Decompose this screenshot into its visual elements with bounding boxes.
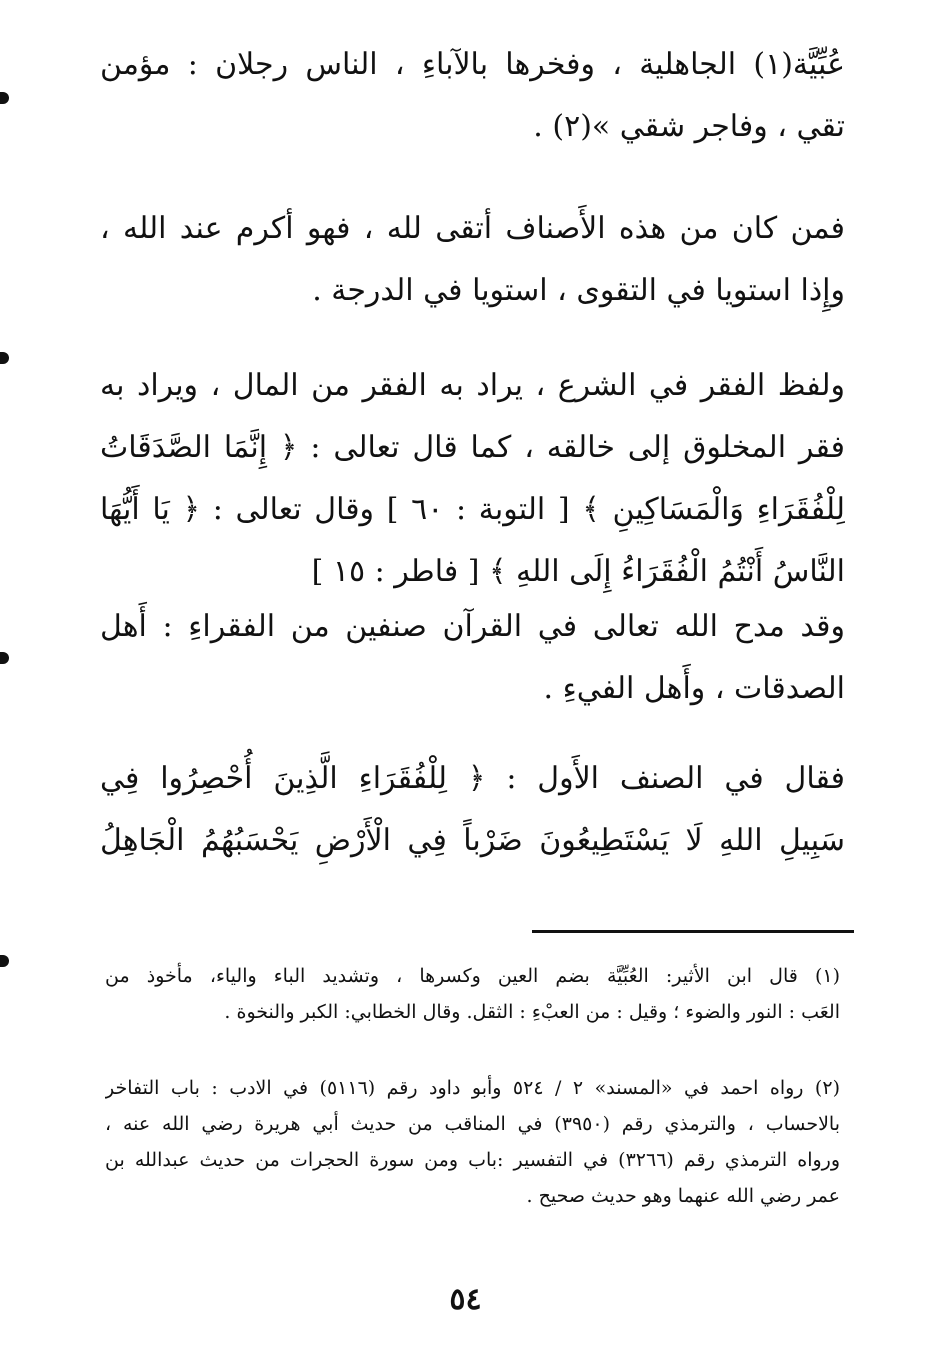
text-line: سَبِيلِ اللهِ لَا يَسْتَطِيعُونَ ضَرْباً فِي الْأَرْضِ يَحْسَبُهُمُ الْجَاهِلُ — [100, 823, 845, 858]
binding-mark — [0, 352, 9, 364]
footnote-line: بالاحساب ، والترمذي رقم (٣٩٥٠) في المناقب من حديث أبي هريرة رضي الله عنه ، — [105, 1113, 840, 1135]
footnote-1 — [105, 958, 840, 1030]
paragraph-first-type — [100, 748, 845, 872]
footnote-line: (١) قال ابن الأثير: العُبِّيَّة بضم العين وكسرها ، وتشديد الباء والياء، مأخوذ من — [105, 965, 840, 987]
footnote-line: ورواه الترمذي رقم (٣٢٦٦) في التفسير :باب ومن سورة الحجرات من حديث عبدالله بن — [105, 1149, 840, 1171]
binding-mark — [0, 92, 9, 104]
footnote-separator — [532, 930, 854, 933]
text-line: فقر المخلوق إلى خالقه ، كما قال تعالى : ﴿ إِنَّمَا الصَّدَقَاتُ — [100, 430, 845, 465]
paragraph-poverty-definition — [100, 355, 845, 603]
footnote-line: العَب : النور والضوء ؛ وقيل : من العبْءِ : الثقل. وقال الخطابي: الكبر والنخوة . — [224, 1001, 840, 1023]
page-number: ٥٤ — [449, 1282, 482, 1317]
footnote-line: عمر رضي الله عنهما وهو حديث صحيح . — [526, 1185, 840, 1207]
text-line: لِلْفُقَرَاءِ وَالْمَسَاكِينِ ﴾ [ التوبة : ٦٠ ] وقال تعالى : ﴿ يَا أَيُّهَا — [100, 492, 845, 527]
footnote-line: (٢) رواه احمد في «المسند» ٢ / ٥٢٤ وأبو داود رقم (٥١١٦) في الادب : باب التفاخر — [105, 1077, 840, 1099]
paragraph-two-types — [100, 596, 845, 720]
text-line: الصدقات ، وأَهل الفيءِ . — [543, 671, 845, 706]
paragraph-taqwa — [100, 198, 845, 322]
text-line: عُبِّيَّة(١) الجاهلية ، وفخرها بالآباءِ ، الناس رجلان : مؤمن — [100, 47, 845, 82]
binding-mark — [0, 652, 9, 664]
paragraph-hadith-end — [100, 34, 845, 158]
text-line: تقي ، وفاجر شقي »(٢) . — [533, 109, 845, 144]
text-line: ولفظ الفقر في الشرع ، يراد به الفقر من المال ، ويراد به — [100, 368, 845, 403]
text-line: وقد مدح الله تعالى في القرآن صنفين من الفقراءِ : أَهل — [100, 609, 845, 644]
text-line: النَّاسُ أَنْتُمُ الْفُقَرَاءُ إِلَى اللهِ ﴾ [ فاطر : ١٥ ] — [311, 554, 845, 589]
text-line: فمن كان من هذه الأَصناف أتقى لله ، فهو أكرم عند الله ، — [100, 211, 845, 246]
binding-mark — [0, 955, 9, 967]
text-line: وإِذا استويا في التقوى ، استويا في الدرجة . — [312, 273, 845, 308]
footnote-2 — [105, 1070, 840, 1214]
text-line: فقال في الصنف الأَول : ﴿ لِلْفُقَرَاءِ الَّذِينَ أُحْصِرُوا فِي — [100, 761, 845, 796]
